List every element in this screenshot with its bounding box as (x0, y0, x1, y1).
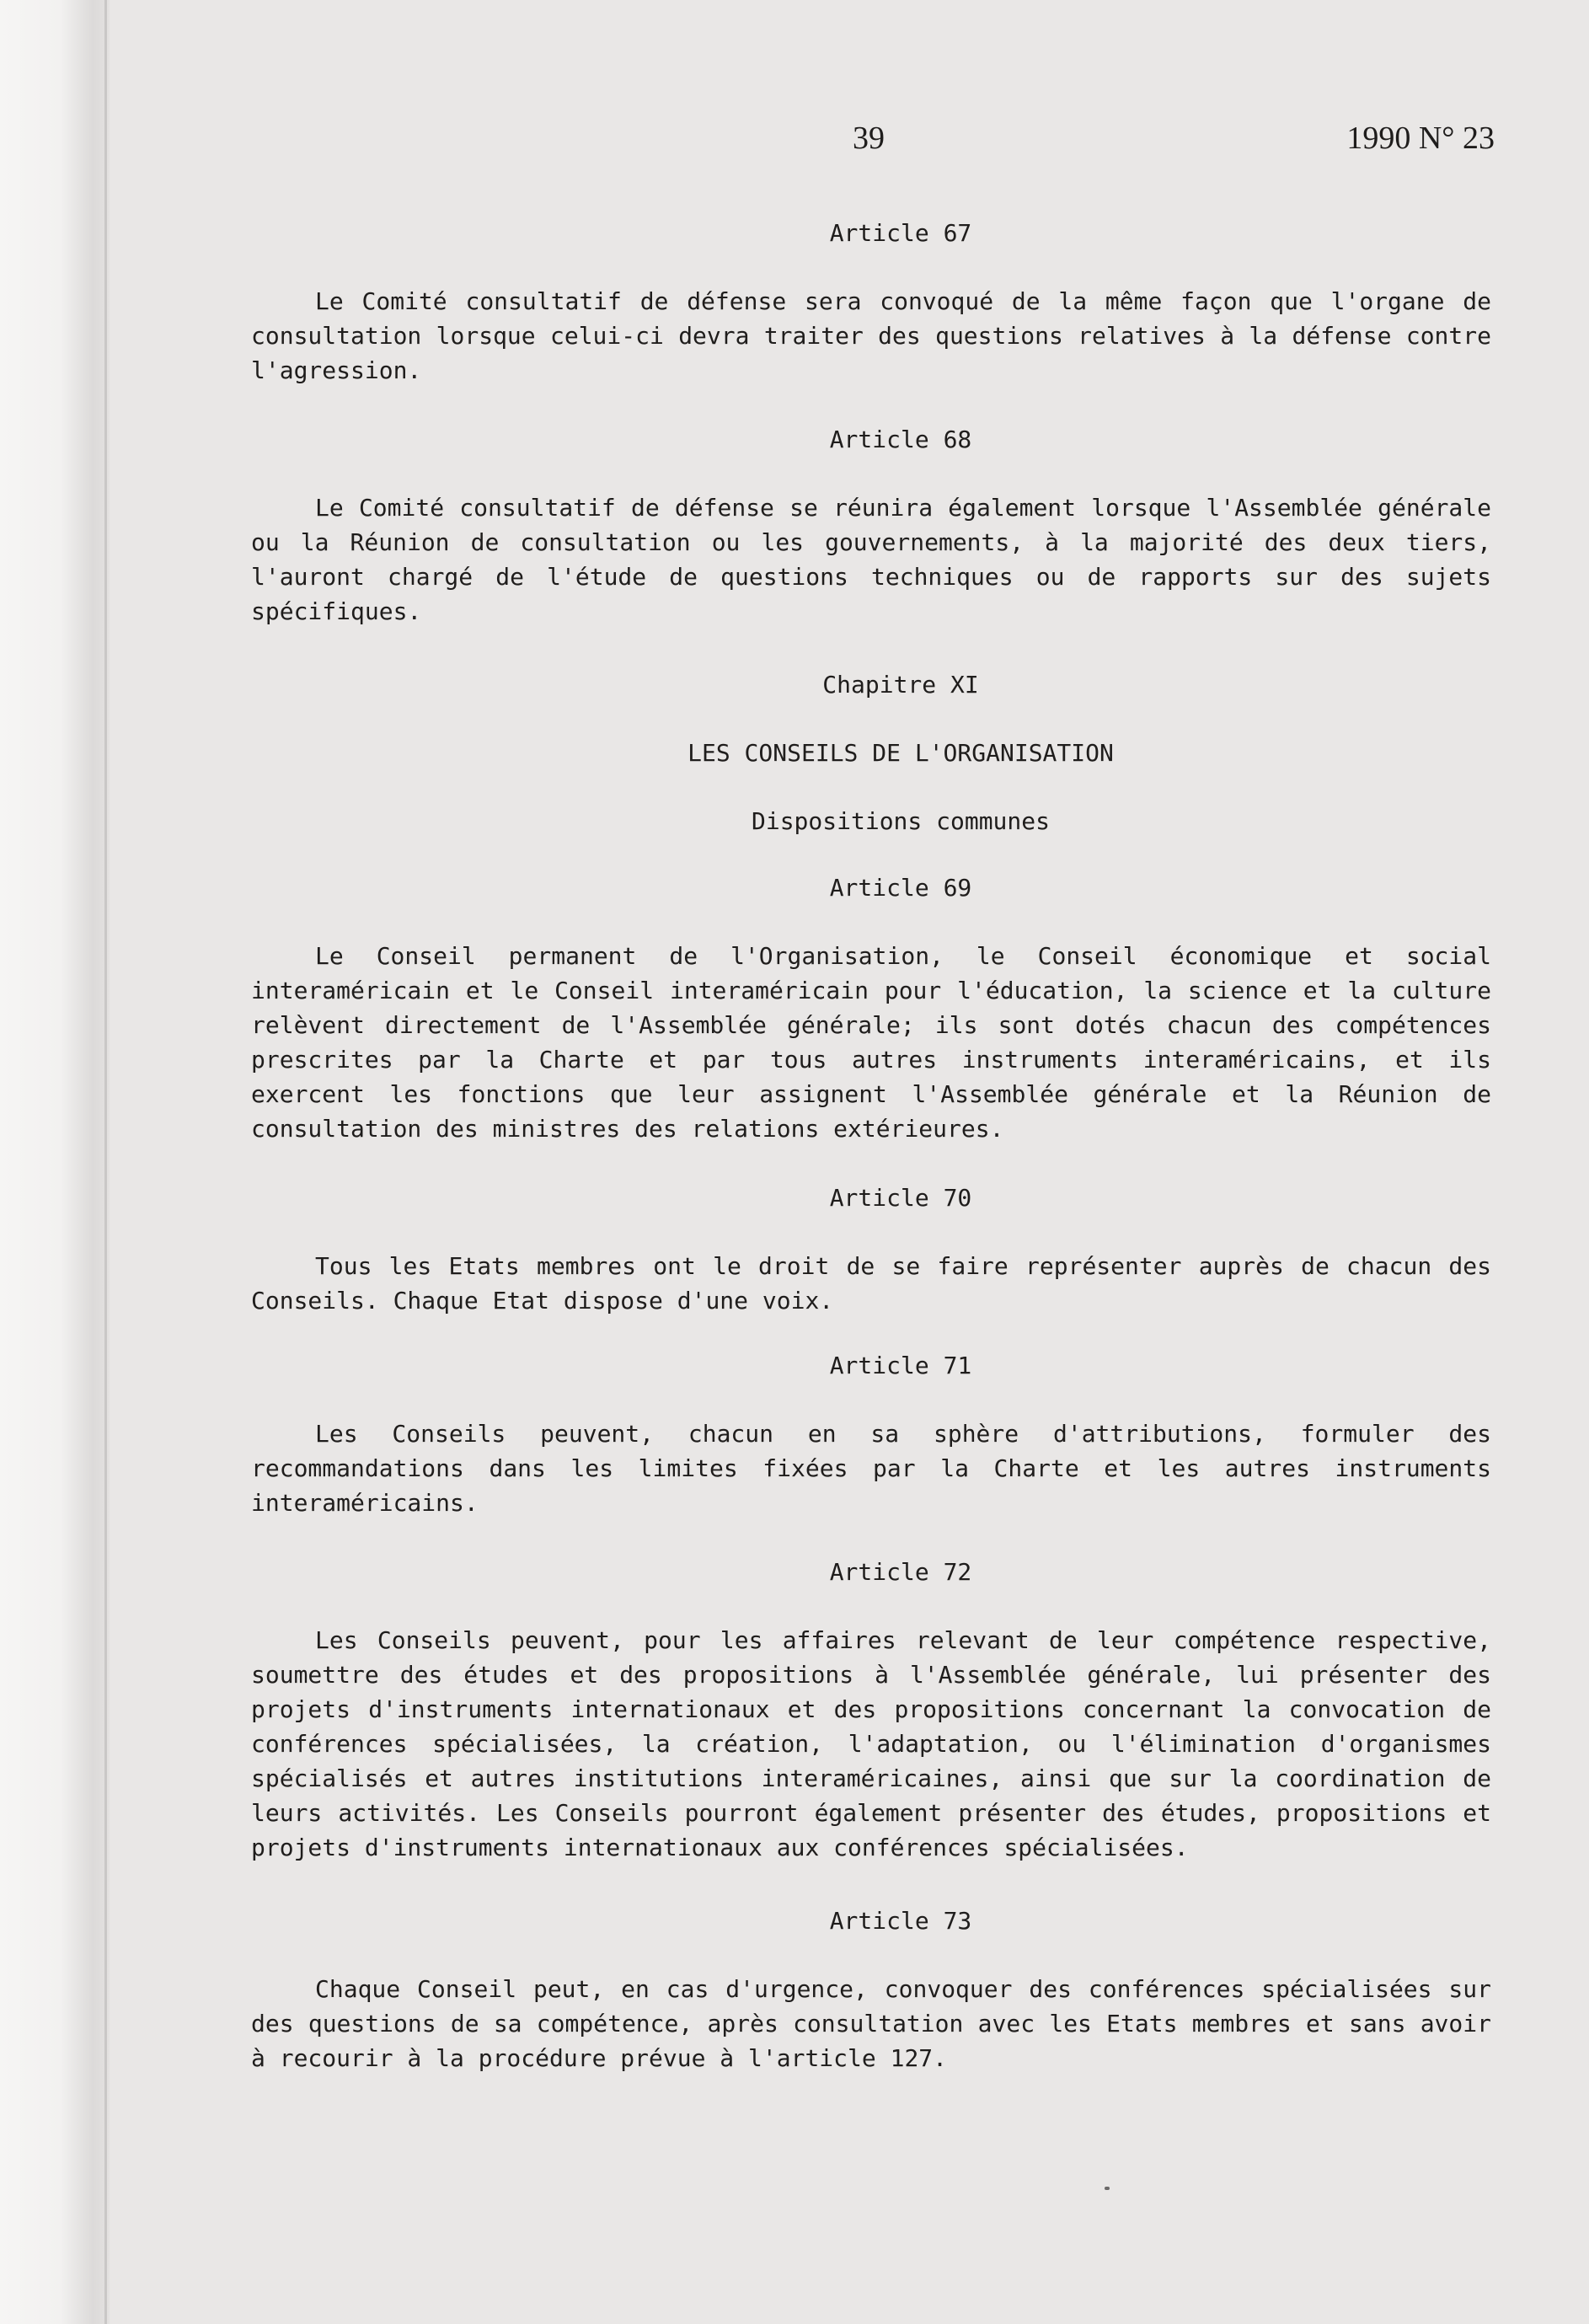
paper-speck (1105, 2187, 1110, 2190)
article-73-title: Article 73 (829, 1907, 972, 1935)
article-72-title: Article 72 (829, 1558, 972, 1586)
article-69-text: Le Conseil permanent de l'Organisation, le Conseil économique et social interaméricain et le Conseil interaméricain pour l'éducation, la science et la culture relèvent directement de l'Assemblée générale; ils sont dotés chacun des compétences prescrites par la Charte et par tous autres instruments interaméricains, et ils exercent les fonctions que leur assignent l'Assemblée générale et la Réunion de consultation des ministres des relations extérieures. (251, 942, 1491, 1143)
chapter-number: Chapitre XI (822, 671, 979, 699)
article-67-title: Article 67 (829, 219, 972, 247)
chapter-title: LES CONSEILS DE L'ORGANISATION (687, 739, 1114, 767)
issue-number: 1990 N° 23 (1346, 120, 1495, 156)
article-70-text: Tous les Etats membres ont le droit de se faire représenter auprès de chacun des Conseils. Chaque Etat dispose d'une voix. (251, 1252, 1491, 1315)
article-68-text: Le Comité consultatif de défense se réunira également lorsque l'Assemblée générale ou la Réunion de consultation ou les gouvernements, à la majorité des deux tiers, l'auront chargé de l'étude de questions techniques ou de rapports sur des sujets spécifiques. (251, 494, 1491, 625)
page-header (0, 120, 1589, 162)
article-73-text: Chaque Conseil peut, en cas d'urgence, convoquer des conférences spécialisées sur des questions de sa compétence, après consultation avec les Etats membres et sans avoir à recourir à la procédure prévue à l'article 127. (251, 1975, 1491, 2072)
article-70-title: Article 70 (829, 1184, 972, 1212)
article-71-title: Article 71 (829, 1352, 972, 1379)
page-number: 39 (853, 120, 885, 156)
article-68-title: Article 68 (829, 426, 972, 453)
section-title: Dispositions communes (751, 807, 1050, 835)
document-body (251, 216, 1491, 2075)
article-69-title: Article 69 (829, 874, 972, 902)
page-binding-shadow (0, 0, 110, 2324)
article-72-text: Les Conseils peuvent, pour les affaires relevant de leur compétence respective, soumettre des études et des propositions à l'Assemblée générale, lui présenter des projets d'instruments internationaux et des propositions concernant la convocation de conférences spécialisées, la création, l'adaptation, ou l'élimination d'organismes spécialisés et autres institutions interaméricaines, ainsi que sur la coordination de leurs activités. Les Conseils pourront également présenter des études, propositions et projets d'instruments internationaux aux conférences spécialisées. (251, 1626, 1491, 1861)
page-binding-edge (104, 0, 107, 2324)
article-71-text: Les Conseils peuvent, chacun en sa sphère d'attributions, formuler des recommandations dans les limites fixées par la Charte et les autres instruments interaméricains. (251, 1420, 1491, 1517)
article-67-text: Le Comité consultatif de défense sera convoqué de la même façon que l'organe de consultation lorsque celui-ci devra traiter des questions relatives à la défense contre l'agression. (251, 287, 1491, 384)
